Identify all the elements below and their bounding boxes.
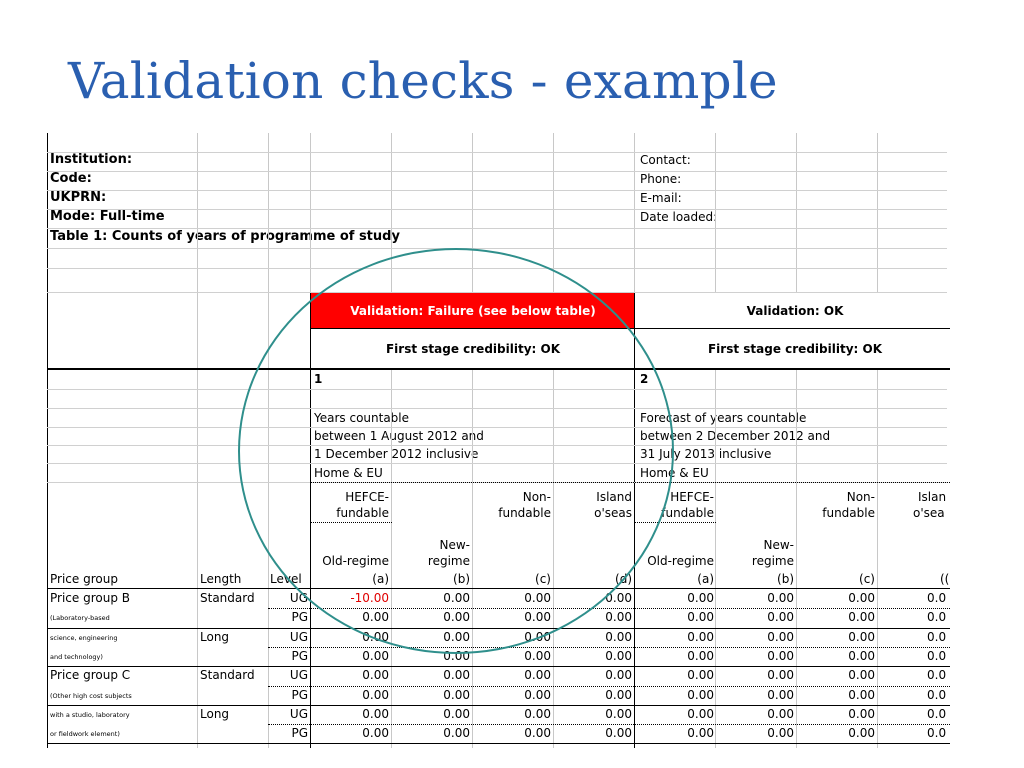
col-b-header: (b) [453,572,470,586]
row-value-cell: 0.00 [443,648,470,663]
row-price-group: (Laboratory-based [50,614,110,623]
date-loaded-label: Date loaded: [640,210,718,224]
row-price-group: science, engineering [50,633,118,642]
grid-vline [268,133,269,293]
mode-label: Mode: Full-time [50,209,165,224]
row-value-cell-right: 0.00 [848,726,875,741]
grid-vline-lower [796,368,797,748]
row-value-cell-right: 0.00 [848,610,875,625]
row-value-cell-right: 0.00 [767,726,794,741]
row-value-cell: 0.00 [362,610,389,625]
row-price-group: or fieldwork element) [50,730,120,739]
grid-row-separator [268,724,950,725]
block-left-desc-2: between 1 August 2012 and [314,429,484,443]
row-value-cell: 0.00 [443,668,470,683]
row-value-cell: 0.00 [443,706,470,721]
row-value-cell: 0.00 [524,591,551,605]
old-regime-header-right: Old-regime [647,554,714,568]
row-value-cell: 0.00 [362,726,389,741]
island-oseas-header-right: Islan [918,490,947,504]
row-value-cell-right: 0.00 [767,648,794,663]
row-value-cell: 0.00 [443,726,470,741]
grid-vline [197,133,198,293]
row-level: PG [291,648,308,663]
grid-vline-mid [197,293,198,368]
row-value-cell-right: 0.00 [687,668,714,683]
grid-hline [47,228,947,229]
grid-vline-lower [197,368,198,748]
row-value-cell: 0.00 [524,610,551,625]
row-value-cell: 0.00 [605,591,632,605]
row-value-cell-right: 0.0 [927,668,947,683]
row-value-cell: 0.00 [362,648,389,663]
row-value-cell-right: 0.00 [767,706,794,721]
row-length: Long [200,706,230,721]
grid-vline [310,133,311,293]
row-value-cell-right: 0.00 [767,610,794,625]
row-value-cell: 0.00 [605,668,632,683]
row-value-cell: -10.00 [350,591,389,605]
row-value-cell-right: 0.00 [848,668,875,683]
row-value-cell: 0.00 [605,687,632,702]
block-left-desc-3: 1 December 2012 inclusive [314,447,479,461]
old-regime-header: Old-regime [322,554,389,568]
row-value-cell: 0.00 [443,610,470,625]
code-label: Code: [50,171,92,186]
price-group-header: Price group [50,572,118,586]
row-value-cell-right: 0.00 [767,668,794,683]
row-value-cell: 0.00 [524,726,551,741]
row-level: PG [291,726,308,741]
grid-vline [796,133,797,293]
row-value-cell: 0.00 [524,706,551,721]
row-value-cell-right: 0.00 [848,591,875,605]
grid-hline [47,171,947,172]
contact-label: Contact: [640,153,691,167]
row-value-cell: 0.00 [362,668,389,683]
highlight-circle [238,248,674,654]
hefce-fundable-header-right: HEFCE- [670,490,714,504]
row-level: UG [289,629,308,644]
row-price-group: and technology) [50,652,103,661]
slide-title: Validation checks - example [68,52,778,110]
row-value-cell: 0.00 [362,629,389,644]
grid-row-separator [47,666,950,667]
grid-vline-lower [877,368,878,748]
row-value-cell: 0.00 [443,591,470,605]
row-value-cell: 0.00 [605,706,632,721]
row-length: Standard [200,591,255,605]
level-header: Level [270,572,302,586]
row-value-cell-right: 0.00 [687,648,714,663]
grid-left-border [47,133,48,748]
row-value-cell-right: 0.0 [927,629,947,644]
row-value-cell-right: 0.00 [687,726,714,741]
row-value-cell-right: 0.00 [687,591,714,605]
row-value-cell: 0.00 [605,648,632,663]
grid-vline [634,133,635,293]
row-value-cell: 0.00 [443,687,470,702]
row-value-cell-right: 0.00 [767,591,794,605]
row-value-cell-right: 0.0 [927,706,947,721]
col-b-header-right: (b) [777,572,794,586]
grid-hline [47,248,947,249]
row-value-cell-right: 0.00 [848,629,875,644]
row-value-cell: 0.00 [524,629,551,644]
new-regime-header-2: regime [427,554,470,568]
grid-hline [47,209,947,210]
row-value-cell-right: 0.00 [767,629,794,644]
email-label: E-mail: [640,191,682,205]
new-regime-header-right-2: regime [751,554,794,568]
length-header: Length [200,572,242,586]
ukprn-label: UKPRN: [50,190,107,205]
row-value-cell: 0.00 [362,706,389,721]
row-value-cell: 0.00 [524,687,551,702]
non-fundable-header: Non- [522,490,551,504]
grid-row-separator [268,686,950,687]
institution-label: Institution: [50,152,133,167]
col-d-header: (d) [615,572,632,586]
row-level: PG [291,610,308,625]
grid-hline [47,190,947,191]
row-value-cell-right: 0.0 [927,726,947,741]
row-value-cell-right: 0.00 [687,706,714,721]
row-value-cell: 0.00 [605,726,632,741]
block-right-desc-4: Home & EU [640,466,709,480]
non-fundable-header-right-2: fundable [822,506,875,520]
row-level: PG [291,687,308,702]
grid-row-separator [47,743,950,744]
non-fundable-header-2: fundable [498,506,551,520]
grid-row-separator [268,647,950,648]
row-price-group: Price group C [50,668,131,683]
hefce-fundable-header-2: fundable [336,506,389,520]
block-left-desc-1: Years countable [314,411,410,425]
grid-row-separator [47,705,950,706]
row-value-cell-right: 0.00 [848,687,875,702]
block-right-desc-2: between 2 December 2012 and [640,429,831,443]
row-level: UG [289,591,308,605]
row-price-group: (Other high cost subjects [50,691,132,700]
row-value-cell-right: 0.00 [687,687,714,702]
row-length: Standard [200,668,255,683]
credibility-left-text: First stage credibility: OK [385,342,560,356]
row-value-cell-right: 0.00 [767,687,794,702]
col-a-header: (a) [372,572,389,586]
row-price-group: Price group B [50,591,130,605]
col-d-header-right: (( [940,572,950,586]
grid-vline [877,133,878,293]
island-oseas-header-2: o'seas [594,506,632,520]
island-oseas-header-right-2: o'sea [913,506,945,520]
row-level: UG [289,706,308,721]
hefce-fundable-header: HEFCE- [345,490,389,504]
block-number-2: 2 [640,372,649,386]
table-title: Table 1: Counts of years of programme of study [50,229,400,244]
row-value-cell: 0.00 [605,610,632,625]
row-value-cell: 0.00 [524,668,551,683]
new-regime-header: New- [439,538,470,552]
col-c-header: (c) [535,572,551,586]
block-right-desc-3: 31 July 2013 inclusive [640,447,772,461]
row-value-cell: 0.00 [605,629,632,644]
non-fundable-header-right: Non- [846,490,875,504]
row-value-cell-right: 0.0 [927,648,947,663]
phone-label: Phone: [640,172,682,186]
col-c-header-right: (c) [859,572,875,586]
block-left-desc-4: Home & EU [314,466,383,480]
row-value-cell-right: 0.00 [687,610,714,625]
validation-failure-text: Validation: Failure (see below table) [350,304,596,318]
island-oseas-header: Island [596,490,632,504]
row-value-cell-right: 0.00 [687,629,714,644]
row-value-cell-right: 0.00 [848,648,875,663]
credibility-right-text: First stage credibility: OK [707,342,882,356]
row-value-cell-right: 0.0 [927,610,947,625]
row-price-group: with a studio, laboratory [50,710,130,719]
row-value-cell-right: 0.00 [848,706,875,721]
row-value-cell-right: 0.0 [927,591,947,605]
row-value-cell: 0.00 [524,648,551,663]
row-value-cell: 0.00 [443,629,470,644]
new-regime-header-right: New- [763,538,794,552]
grid-vline-lower [715,368,716,748]
block-right-desc-1: Forecast of years countable [640,411,807,425]
col-a-header-right: (a) [697,572,714,586]
row-level: UG [289,668,308,683]
validation-ok-text: Validation: OK [746,304,844,318]
grid-hline [47,152,947,153]
row-length: Long [200,629,230,644]
row-value-cell: 0.00 [362,687,389,702]
grid-vline [715,133,716,293]
hefce-fundable-header-right-2: fundable [661,506,714,520]
block-number-1: 1 [314,372,323,386]
row-value-cell-right: 0.0 [927,687,947,702]
